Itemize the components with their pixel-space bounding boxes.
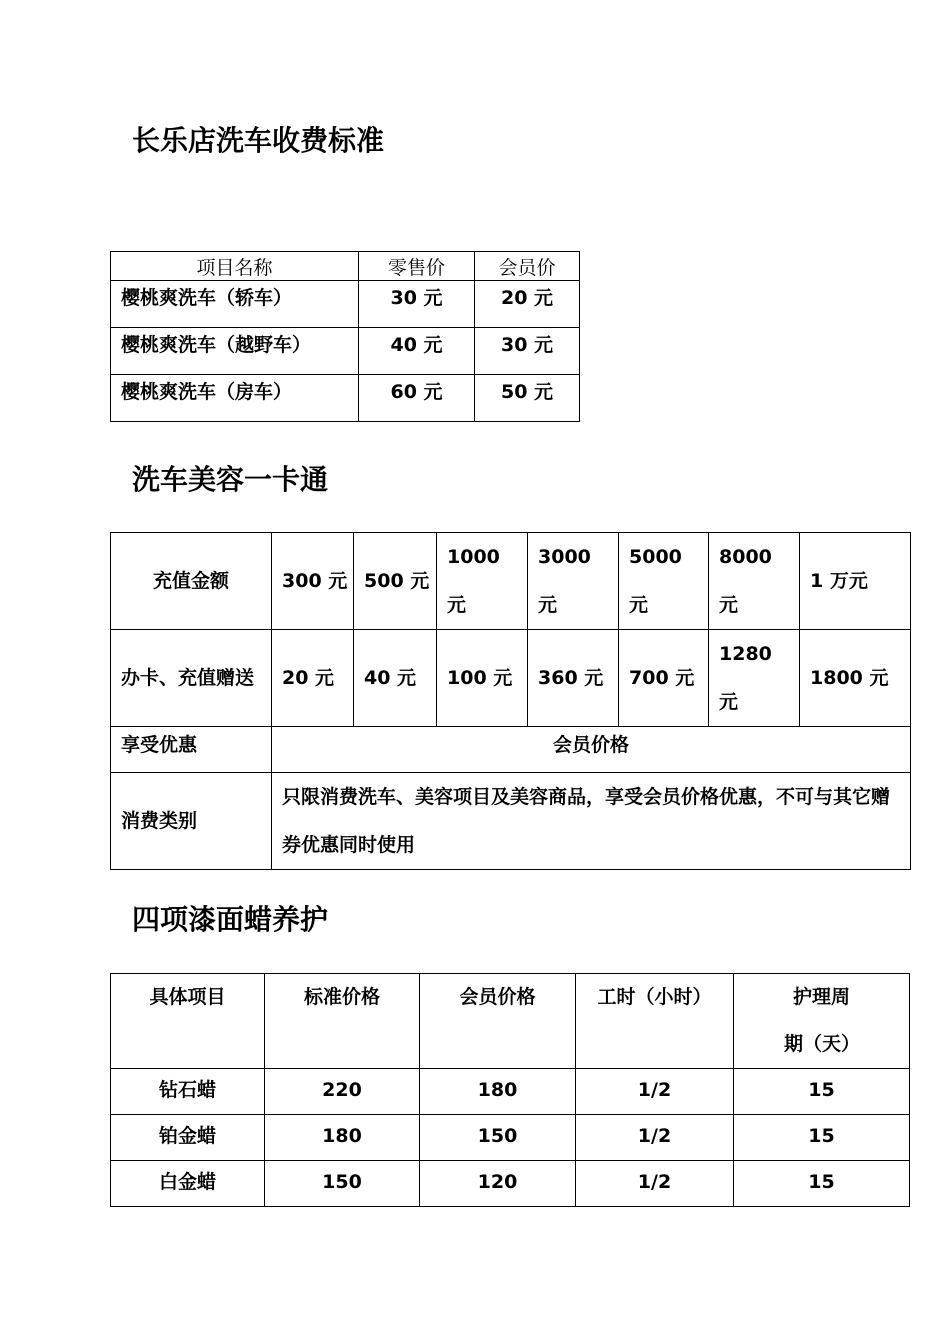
wax-name: 钻石蜡 (111, 1069, 265, 1115)
benefit-row (111, 727, 911, 773)
bonus-value: 700 元 (619, 630, 709, 727)
table-header-row (111, 974, 910, 1069)
header-member-price: 会员价格 (420, 974, 576, 1069)
recharge-value: 1 万元 (800, 533, 911, 630)
table-row (111, 281, 580, 328)
care-cycle: 15 (734, 1115, 910, 1161)
benefit-value: 会员价格 (272, 727, 911, 773)
header-standard-price: 标准价格 (265, 974, 420, 1069)
recharge-value: 1000 元 (437, 533, 528, 630)
bonus-value: 1280 元 (709, 630, 800, 727)
retail-price: 60 元 (359, 375, 475, 422)
table-row (111, 1069, 910, 1115)
retail-price: 30 元 (359, 281, 475, 328)
member-price: 120 (420, 1161, 576, 1207)
standard-price: 180 (265, 1115, 420, 1161)
section-title-membership-card: 洗车美容一卡通 (132, 463, 329, 496)
table-row (111, 1161, 910, 1207)
bonus-value: 360 元 (528, 630, 619, 727)
table-row (111, 328, 580, 375)
recharge-amount-row (111, 533, 911, 630)
category-label: 消费类别 (111, 773, 272, 870)
care-cycle: 15 (734, 1069, 910, 1115)
membership-card-table (110, 532, 911, 870)
member-price: 150 (420, 1115, 576, 1161)
standard-price: 220 (265, 1069, 420, 1115)
hours: 1/2 (576, 1161, 734, 1207)
retail-price: 40 元 (359, 328, 475, 375)
header-care-cycle: 护理周期（天） (734, 974, 910, 1069)
bonus-value: 20 元 (272, 630, 354, 727)
wax-name: 铂金蜡 (111, 1115, 265, 1161)
header-item: 具体项目 (111, 974, 265, 1069)
category-value: 只限消费洗车、美容项目及美容商品，享受会员价格优惠，不可与其它赠券优惠同时使用 (272, 773, 911, 870)
wax-name: 白金蜡 (111, 1161, 265, 1207)
item-name: 樱桃爽洗车（越野车） (111, 328, 359, 375)
header-retail-price: 零售价 (359, 252, 475, 281)
bonus-label: 办卡、充值赠送 (111, 630, 272, 727)
header-hours: 工时（小时） (576, 974, 734, 1069)
standard-price: 150 (265, 1161, 420, 1207)
bonus-value: 40 元 (354, 630, 437, 727)
recharge-value: 8000 元 (709, 533, 800, 630)
item-name: 樱桃爽洗车（房车） (111, 375, 359, 422)
recharge-value: 300 元 (272, 533, 354, 630)
category-row (111, 773, 911, 870)
bonus-value: 1800 元 (800, 630, 911, 727)
section-title-car-wash-pricing: 长乐店洗车收费标准 (132, 124, 385, 157)
wax-care-table (110, 973, 910, 1207)
table-row (111, 375, 580, 422)
recharge-label: 充值金额 (111, 533, 272, 630)
header-member-price: 会员价 (475, 252, 580, 281)
table-row (111, 1115, 910, 1161)
member-price: 50 元 (475, 375, 580, 422)
item-name: 樱桃爽洗车（轿车） (111, 281, 359, 328)
hours: 1/2 (576, 1115, 734, 1161)
car-wash-price-table (110, 251, 580, 422)
hours: 1/2 (576, 1069, 734, 1115)
table-header-row (111, 252, 580, 281)
header-item-name: 项目名称 (111, 252, 359, 281)
recharge-value: 500 元 (354, 533, 437, 630)
care-cycle: 15 (734, 1161, 910, 1207)
member-price: 180 (420, 1069, 576, 1115)
section-title-paint-wax-care: 四项漆面蜡养护 (132, 903, 329, 936)
member-price: 30 元 (475, 328, 580, 375)
recharge-value: 5000 元 (619, 533, 709, 630)
bonus-value: 100 元 (437, 630, 528, 727)
recharge-value: 3000 元 (528, 533, 619, 630)
member-price: 20 元 (475, 281, 580, 328)
bonus-row (111, 630, 911, 727)
benefit-label: 享受优惠 (111, 727, 272, 773)
